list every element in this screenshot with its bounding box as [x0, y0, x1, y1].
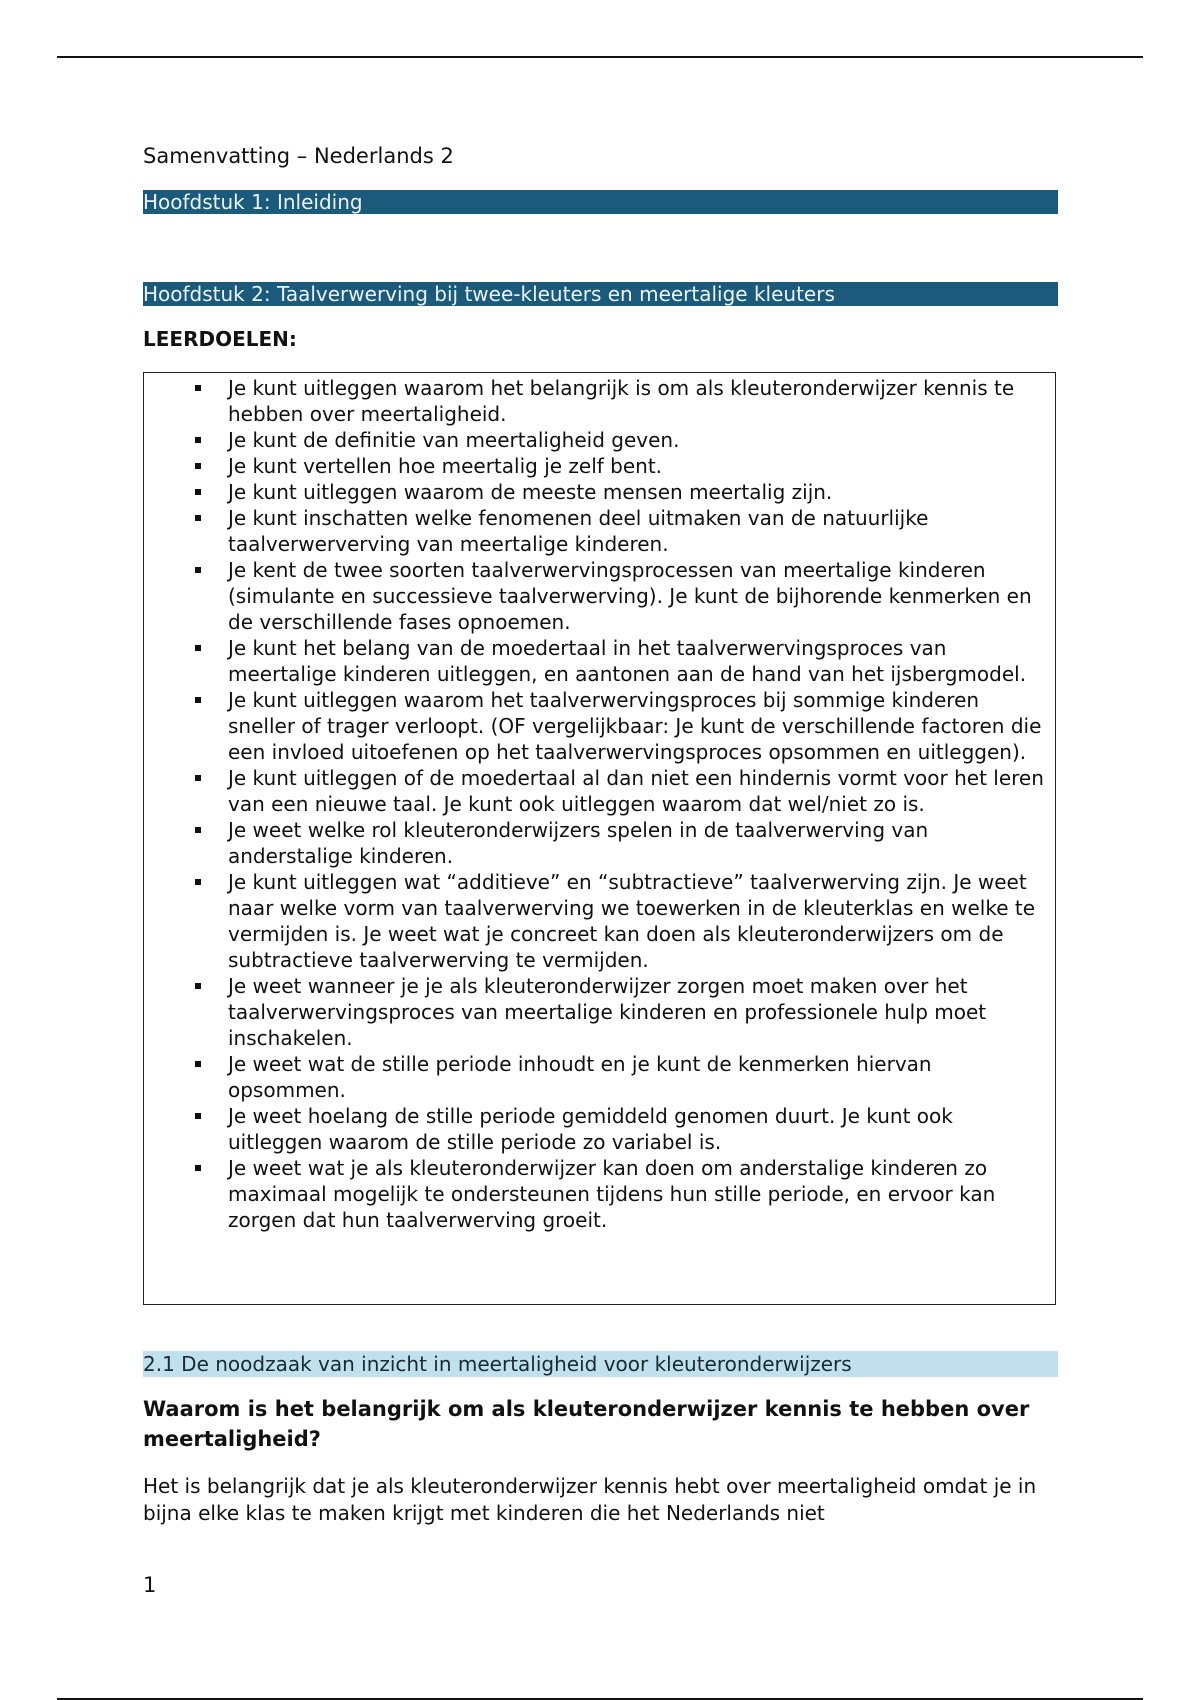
goal-item: Je kunt vertellen hoe meertalig je zelf bent. [228, 453, 1047, 479]
learning-goals-heading: LEERDOELEN: [143, 327, 297, 351]
goal-item: Je kunt inschatten welke fenomenen deel uitmaken van de natuurlijke taalverwerverving van meertalige kinderen. [228, 505, 1047, 557]
goal-item: Je weet hoelang de stille periode gemiddeld genomen duurt. Je kunt ook uitleggen waarom de stille periode zo variabel is. [228, 1103, 1047, 1155]
learning-goals-list [144, 373, 1055, 1233]
goal-item: Je kunt uitleggen of de moedertaal al dan niet een hindernis vormt voor het leren van een nieuwe taal. Je kunt ook uitleggen waarom dat wel/niet zo is. [228, 765, 1047, 817]
goal-item: Je weet wat je als kleuteronderwijzer kan doen om anderstalige kinderen zo maximaal mogelijk te ondersteunen tijdens hun stille periode, en ervoor kan zorgen dat hun taalverwerving groeit. [228, 1155, 1047, 1233]
goal-item: Je kunt uitleggen wat “additieve” en “subtractieve” taalverwerving zijn. Je weet naar welke vorm van taalverwerving we toewerken in de kleuterklas en welke te vermijden is. Je weet wat je concreet kan doen als kleuteronderwijzers om de subtractieve taalverwerving te vermijden. [228, 869, 1047, 973]
body-paragraph: Het is belangrijk dat je als kleuteronderwijzer kennis hebt over meertaligheid omdat je in bijna elke klas te maken krijgt met kinderen die het Nederlands niet [143, 1474, 1037, 1525]
goal-item: Je weet wanneer je je als kleuteronderwijzer zorgen moet maken over het taalverwervingsproces van meertalige kinderen en professionele hulp moet inschakelen. [228, 973, 1047, 1051]
section-question: Waarom is het belangrijk om als kleuteronderwijzer kennis te hebben over meertaligheid? [143, 1397, 1030, 1451]
goal-item: Je kunt uitleggen waarom het taalverwervingsproces bij sommige kinderen sneller of trager verloopt. (OF vergelijkbaar: Je kunt de verschillende factoren die een invloed uitoefenen op het taalverwervingsproces opsommen en uitleggen). [228, 687, 1047, 765]
learning-goals-box [143, 372, 1056, 1305]
chapter-1-heading: Hoofdstuk 1: Inleiding [143, 190, 1058, 214]
goal-item: Je kunt uitleggen waarom het belangrijk is om als kleuteronderwijzer kennis te hebben over meertaligheid. [228, 375, 1047, 427]
chapter-2-heading: Hoofdstuk 2: Taalverwerving bij twee-kleuters en meertalige kleuters [143, 282, 1058, 306]
goal-item: Je kunt uitleggen waarom de meeste mensen meertalig zijn. [228, 479, 1047, 505]
goal-item: Je kunt de definitie van meertaligheid geven. [228, 427, 1047, 453]
goal-item: Je weet welke rol kleuteronderwijzers spelen in de taalverwerving van anderstalige kinderen. [228, 817, 1047, 869]
header-rule [57, 56, 1143, 58]
goal-item: Je weet wat de stille periode inhoudt en je kunt de kenmerken hiervan opsommen. [228, 1051, 1047, 1103]
section-2-1-heading: 2.1 De noodzaak van inzicht in meertaligheid voor kleuteronderwijzers [143, 1351, 1058, 1377]
document-title: Samenvatting – Nederlands 2 [143, 144, 454, 168]
goal-item: Je kunt het belang van de moedertaal in het taalverwervingsproces van meertalige kinderen uitleggen, en aantonen aan de hand van het ijsbergmodel. [228, 635, 1047, 687]
page-number: 1 [143, 1573, 157, 1597]
goal-item: Je kent de twee soorten taalverwervingsprocessen van meertalige kinderen (simulante en successieve taalverwerving). Je kunt de bijhorende kenmerken en de verschillende fases opnoemen. [228, 557, 1047, 635]
